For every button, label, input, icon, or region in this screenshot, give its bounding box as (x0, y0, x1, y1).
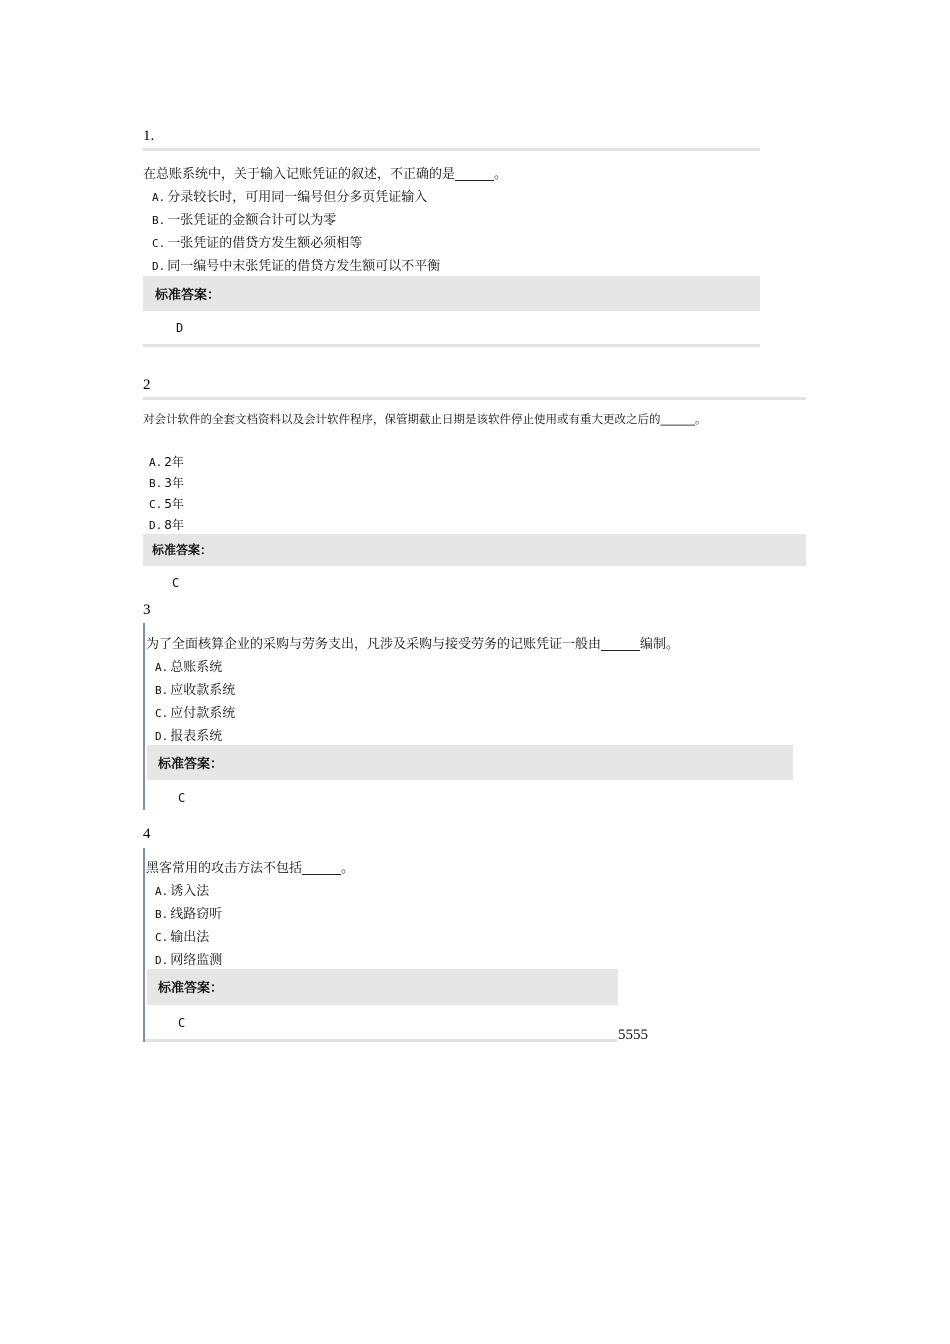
option-letter: B. (155, 684, 169, 697)
option-text: 3年 (164, 476, 184, 490)
option-letter: D. (149, 519, 163, 532)
option-text: 输出法 (170, 930, 210, 945)
option-letter: B. (149, 477, 163, 490)
question-number: 2 (143, 377, 151, 393)
divider (143, 344, 760, 347)
option-letter: C. (155, 707, 169, 720)
option-letter: C. (149, 498, 163, 511)
option-text: 应付款系统 (170, 706, 236, 721)
option-a (155, 656, 222, 675)
option-text: 线路窃听 (170, 907, 223, 922)
option-text: 8年 (164, 518, 184, 532)
option-text: 应收款系统 (170, 683, 236, 698)
answer-title: 标准答案： (152, 543, 213, 557)
answer-title: 标准答案： (155, 288, 221, 303)
answer-header-bar (147, 745, 793, 780)
option-text: 一张凭证的借贷方发生额必须相等 (167, 236, 363, 251)
option-letter: A. (155, 885, 169, 898)
option-letter: B. (155, 908, 169, 921)
option-letter: B. (152, 214, 166, 227)
divider (143, 148, 760, 151)
option-text: 总账系统 (170, 660, 223, 675)
option-text: 2年 (164, 455, 184, 469)
divider (145, 1039, 617, 1042)
option-text: 一张凭证的金额合计可以为零 (167, 213, 337, 228)
left-border (143, 848, 145, 1042)
option-text: 报表系统 (170, 729, 223, 744)
option-a (152, 186, 427, 205)
option-c (155, 702, 235, 721)
divider (143, 397, 806, 400)
answer-title: 标准答案： (158, 981, 224, 996)
option-a (149, 453, 184, 470)
option-letter: C. (155, 931, 169, 944)
answer-header-bar (143, 534, 806, 566)
option-text: 分录较长时，可用同一编号但分多页凭证输入 (167, 190, 428, 205)
footer-number: 5555 (618, 1027, 648, 1043)
option-text: 同一编号中末张凭证的借贷方发生额可以不平衡 (167, 259, 441, 274)
question-number: 1. (143, 128, 155, 144)
option-c (152, 232, 362, 251)
option-text: 5年 (164, 497, 184, 511)
question-stem: 黑客常用的攻击方法不包括______。 (146, 861, 355, 876)
option-b (155, 679, 235, 698)
option-a (155, 880, 209, 899)
option-d (152, 255, 440, 274)
option-b (152, 209, 336, 228)
question-stem: 对会计软件的全套文档资料以及会计软件程序，保管期截止日期是该软件停止使用或有重大更改之后的______。 (143, 412, 707, 426)
answer-value: C (172, 576, 180, 590)
question-stem: 为了全面核算企业的采购与劳务支出，凡涉及采购与接受劳务的记账凭证一般由______编制。 (146, 637, 680, 652)
option-letter: A. (155, 661, 169, 674)
option-b (149, 474, 184, 491)
option-letter: A. (149, 456, 163, 469)
option-letter: D. (155, 730, 169, 743)
option-d (155, 725, 222, 744)
question-number: 4 (143, 826, 151, 842)
option-text: 诱入法 (170, 884, 210, 899)
left-border (143, 623, 145, 810)
option-d (155, 949, 222, 968)
answer-value: D (176, 321, 184, 335)
option-text: 网络监测 (170, 953, 223, 968)
option-letter: D. (152, 260, 166, 273)
question-stem: 在总账系统中，关于输入记账凭证的叙述，不正确的是______。 (143, 167, 508, 182)
answer-value: C (178, 791, 186, 805)
option-b (155, 903, 222, 922)
answer-title: 标准答案： (158, 757, 224, 772)
option-letter: A. (152, 191, 166, 204)
answer-value: C (178, 1016, 186, 1030)
option-letter: C. (152, 237, 166, 250)
answer-header-bar (143, 276, 760, 311)
option-c (149, 495, 184, 512)
option-c (155, 926, 209, 945)
option-d (149, 516, 184, 533)
option-letter: D. (155, 954, 169, 967)
question-number: 3 (143, 602, 151, 618)
